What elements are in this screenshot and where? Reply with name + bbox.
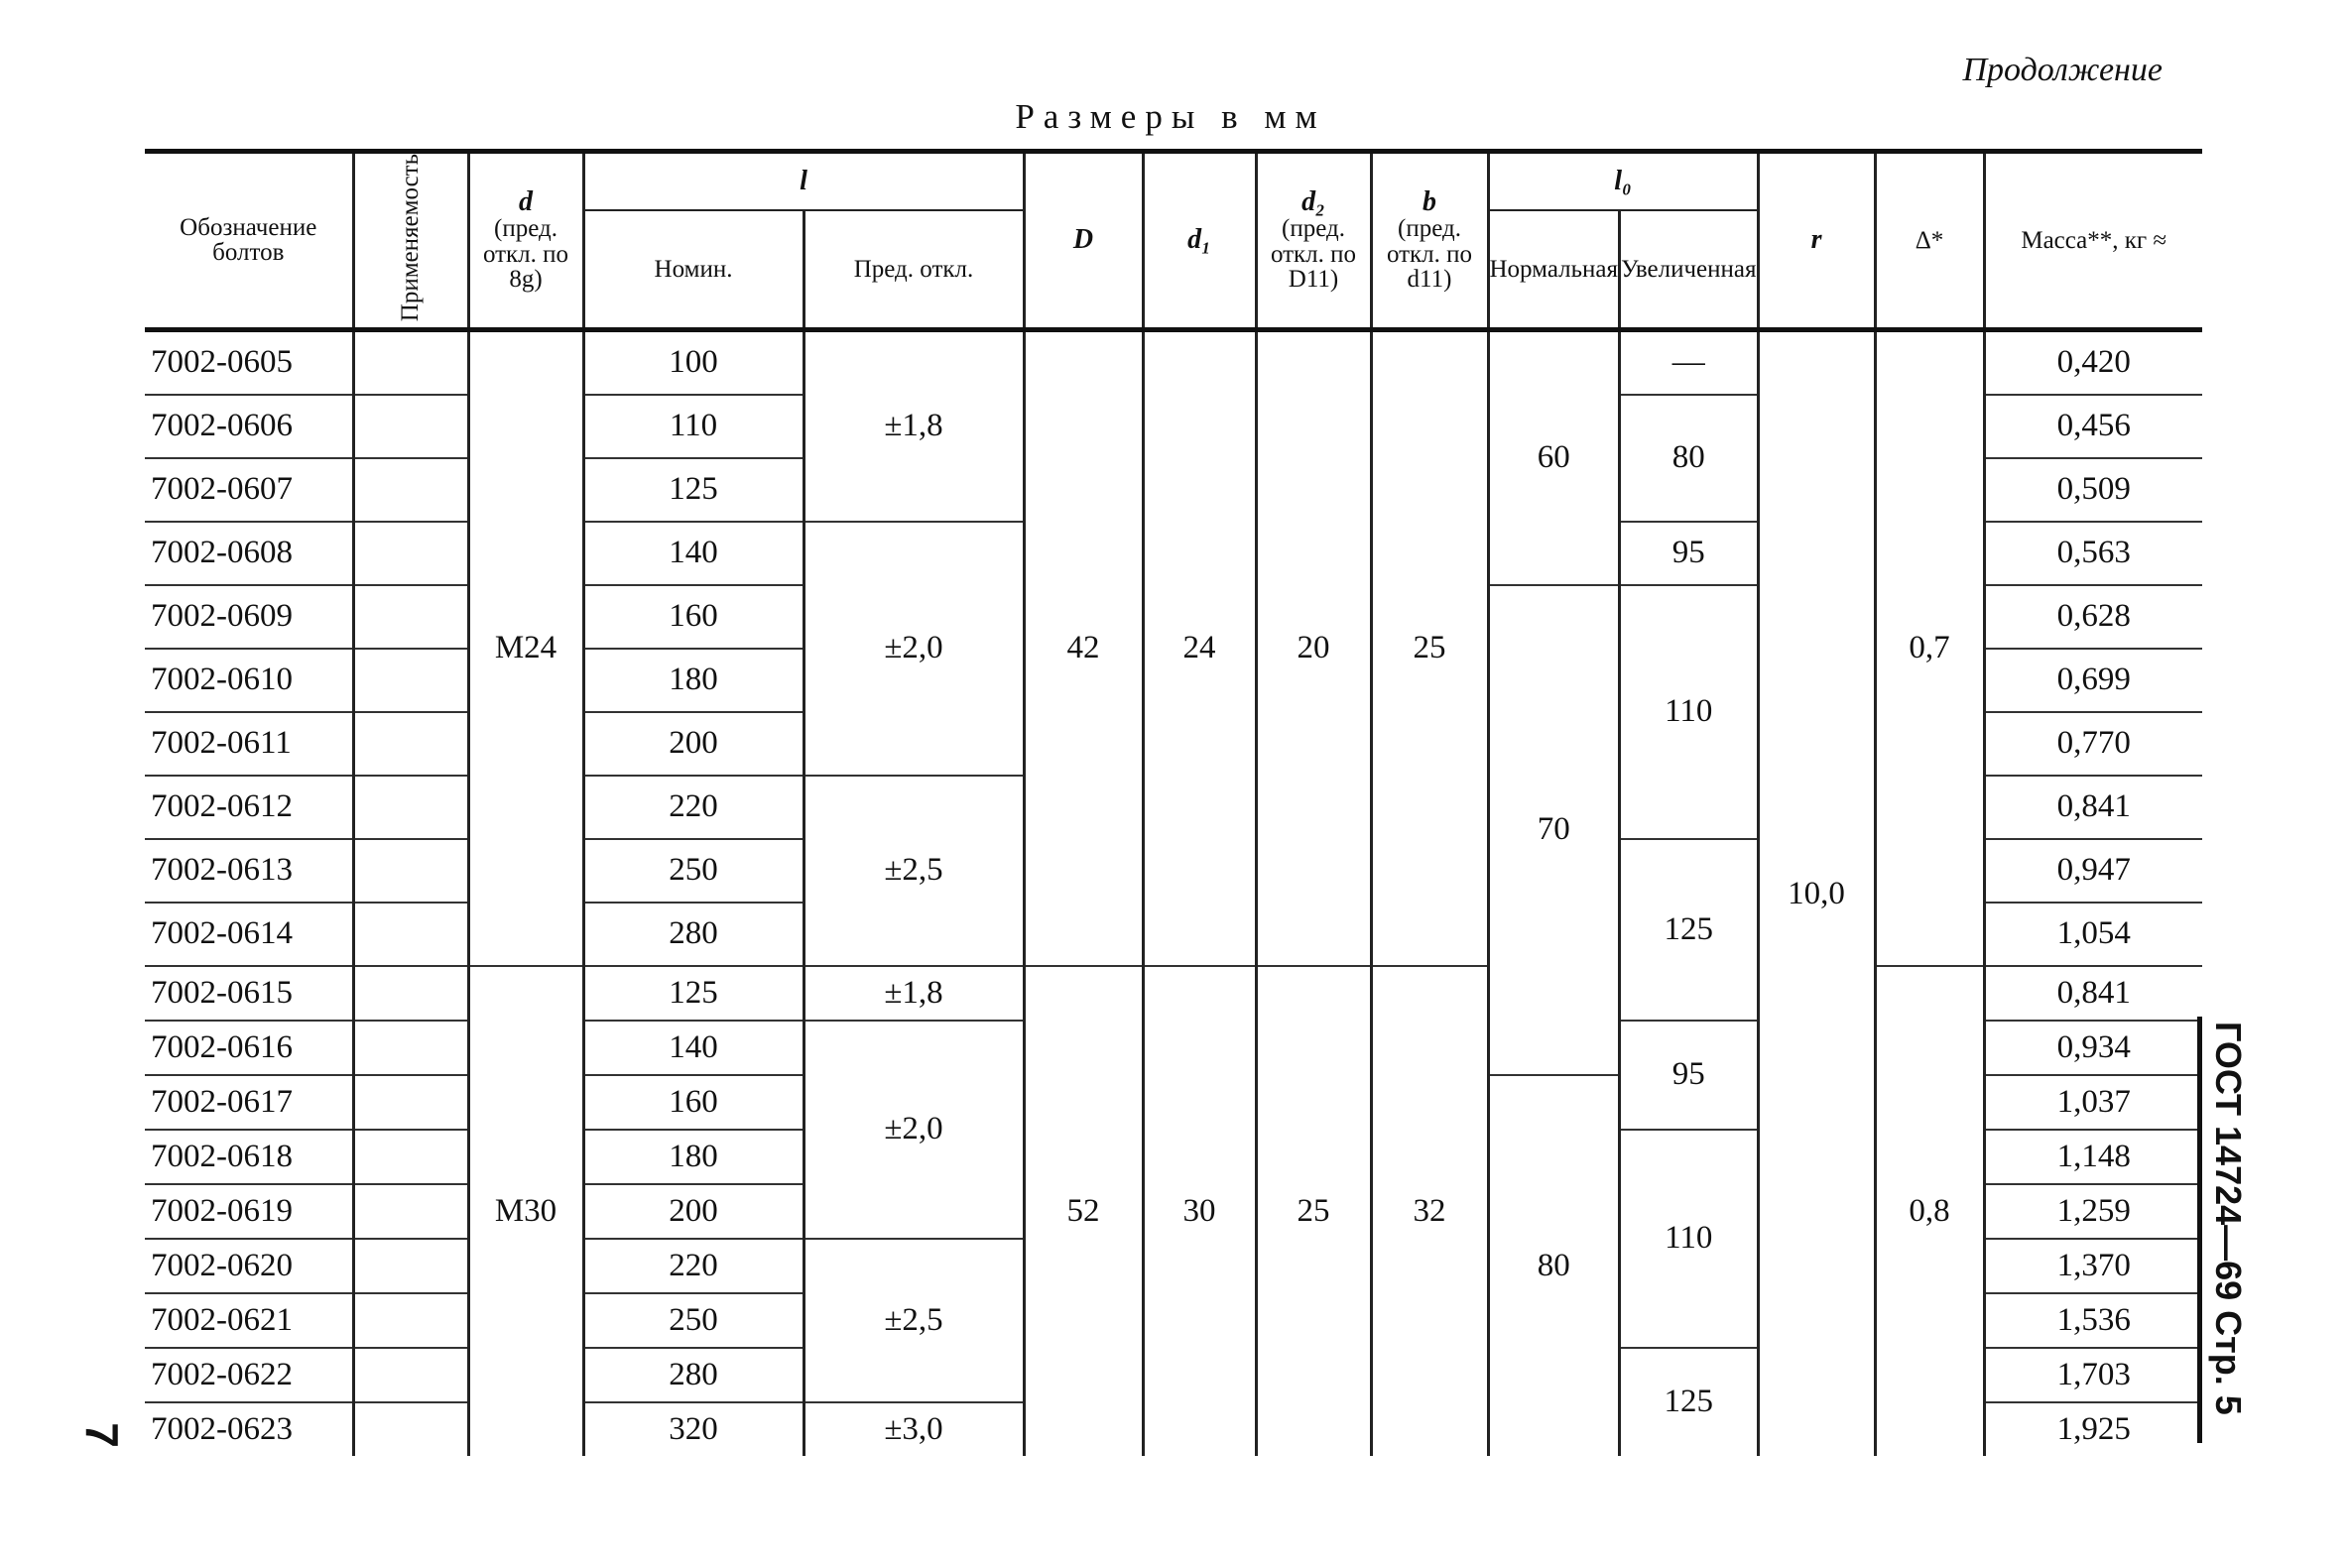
table-cell: 7002-0617 [145,1075,353,1130]
table-cell: ±1,8 [804,329,1024,522]
table-cell: 7002-0619 [145,1184,353,1239]
table-cell: 1,925 [1984,1402,2202,1456]
table-cell [353,1075,468,1130]
header-d: d (пред. откл. по 8g) [468,152,583,330]
table-cell: 250 [583,839,804,903]
margin-rule [2197,1017,2202,1443]
table-cell: 125 [1620,839,1759,1021]
header-l-nominal: Номин. [583,210,804,329]
table-cell: ±2,5 [804,1239,1024,1402]
table-cell: 250 [583,1293,804,1348]
table-cell: ±1,8 [804,966,1024,1021]
header-d2: d₂ (пред. откл. по D11) [1256,152,1371,330]
table-cell: 200 [583,1184,804,1239]
table-cell [353,1402,468,1456]
table-cell: 1,703 [1984,1348,2202,1402]
header-l-tolerance: Пред. откл. [804,210,1024,329]
table-cell: 7002-0616 [145,1021,353,1075]
table-cell: 7002-0613 [145,839,353,903]
table-cell: 100 [583,329,804,395]
header-d1: d₁ [1143,152,1256,330]
table-cell: 180 [583,1130,804,1184]
table-cell: 24 [1143,329,1256,966]
table-cell [353,1239,468,1293]
table-cell: 7002-0605 [145,329,353,395]
table-cell [353,839,468,903]
table-row [145,329,2202,395]
continuation-label: Продолжение [1962,52,2163,88]
header-b: b (пред. откл. по d11) [1371,152,1488,330]
table-cell: 0,509 [1984,458,2202,522]
table-cell: 7002-0622 [145,1348,353,1402]
table-cell: 32 [1371,966,1488,1456]
table-cell: 280 [583,1348,804,1402]
table-cell: 7002-0615 [145,966,353,1021]
gost-page-header: ГОСТ 14724—69 Стр. 5 [2208,1022,2249,1415]
units-caption: Размеры в мм [1015,97,1326,136]
table-cell: 7002-0610 [145,649,353,712]
table-cell: 220 [583,1239,804,1293]
table-cell: ±2,0 [804,522,1024,776]
table-cell: 0,770 [1984,712,2202,776]
table-cell: 7002-0609 [145,585,353,649]
table-cell: 1,370 [1984,1239,2202,1293]
table-cell [353,329,468,395]
table-cell: 320 [583,1402,804,1456]
table-row [145,966,2202,1021]
table-cell: 7002-0614 [145,903,353,966]
header-l0: l₀ [1488,152,1758,211]
table-cell: 125 [583,458,804,522]
table-cell: 0,563 [1984,522,2202,585]
table-cell: 1,037 [1984,1075,2202,1130]
table-cell: 1,536 [1984,1293,2202,1348]
table-cell: 7002-0606 [145,395,353,458]
table-cell: 0,456 [1984,395,2202,458]
table-cell: 70 [1488,585,1620,1075]
table-cell: 60 [1488,329,1620,585]
header-mass: Масса**, кг ≈ [1984,152,2202,330]
header-designation: Обозначение болтов [145,152,353,330]
table-cell: 7002-0620 [145,1239,353,1293]
table-cell [353,776,468,839]
bolt-dimensions-table [145,149,2202,1456]
table-cell: 0,934 [1984,1021,2202,1075]
table-cell: 0,420 [1984,329,2202,395]
table-cell: 25 [1371,329,1488,966]
table-cell: M24 [468,329,583,966]
table-cell: 110 [583,395,804,458]
page-number: 7 [75,1422,128,1448]
header-l: l [583,152,1024,211]
table-cell: 7002-0608 [145,522,353,585]
table-cell [353,1184,468,1239]
table-cell: 1,054 [1984,903,2202,966]
table-cell: ±2,5 [804,776,1024,966]
table-cell: 80 [1488,1075,1620,1456]
table-cell: 0,841 [1984,966,2202,1021]
table-cell [353,649,468,712]
table-cell [353,1348,468,1402]
table-cell: 160 [583,585,804,649]
table-cell [353,712,468,776]
table-cell: 1,148 [1984,1130,2202,1184]
header-l0-extended: Увеличенная [1620,210,1759,329]
table-cell: 7002-0612 [145,776,353,839]
table-cell [353,522,468,585]
table-cell [353,458,468,522]
header-applicability: Применяемость [353,152,468,330]
table-cell: 280 [583,903,804,966]
table-cell: 110 [1620,585,1759,839]
table-cell: 42 [1024,329,1143,966]
table-cell: 200 [583,712,804,776]
table-cell: 1,259 [1984,1184,2202,1239]
header-l0-normal: Нормальная [1488,210,1620,329]
table-cell: 52 [1024,966,1143,1456]
table-cell: 25 [1256,966,1371,1456]
table-cell [353,395,468,458]
header-D: D [1024,152,1143,330]
header-delta: Δ* [1875,152,1984,330]
table-cell: 0,841 [1984,776,2202,839]
table-cell: 7002-0611 [145,712,353,776]
table-cell [353,1021,468,1075]
table-cell: 30 [1143,966,1256,1456]
table-cell: 220 [583,776,804,839]
table-cell: 7002-0618 [145,1130,353,1184]
table-cell: — [1620,329,1759,395]
table-cell: 0,628 [1984,585,2202,649]
table-cell: 140 [583,522,804,585]
table-cell: 140 [583,1021,804,1075]
table-cell: ±2,0 [804,1021,1024,1239]
table-cell: 95 [1620,1021,1759,1130]
table-cell: 180 [583,649,804,712]
table-cell: 125 [1620,1348,1759,1456]
table-cell: 160 [583,1075,804,1130]
table-cell: 110 [1620,1130,1759,1348]
table-cell: 0,699 [1984,649,2202,712]
header-r: r [1758,152,1875,330]
table-cell: 80 [1620,395,1759,522]
table-cell [353,585,468,649]
table-cell [353,903,468,966]
table-cell: ±3,0 [804,1402,1024,1456]
table-cell: 20 [1256,329,1371,966]
table-cell [353,966,468,1021]
table-cell: 125 [583,966,804,1021]
table-cell: 0,7 [1875,329,1984,966]
table-cell: 7002-0623 [151,1410,293,1447]
table-cell: M30 [468,966,583,1456]
table-cell: 0,947 [1984,839,2202,903]
table-cell: 10,0 [1758,329,1875,1456]
table-cell [353,1130,468,1184]
table-cell: 7002-0621 [145,1293,353,1348]
table-cell: 0,8 [1875,966,1984,1456]
table-cell: 7002-0607 [145,458,353,522]
table-cell: 95 [1620,522,1759,585]
table-cell [353,1293,468,1348]
